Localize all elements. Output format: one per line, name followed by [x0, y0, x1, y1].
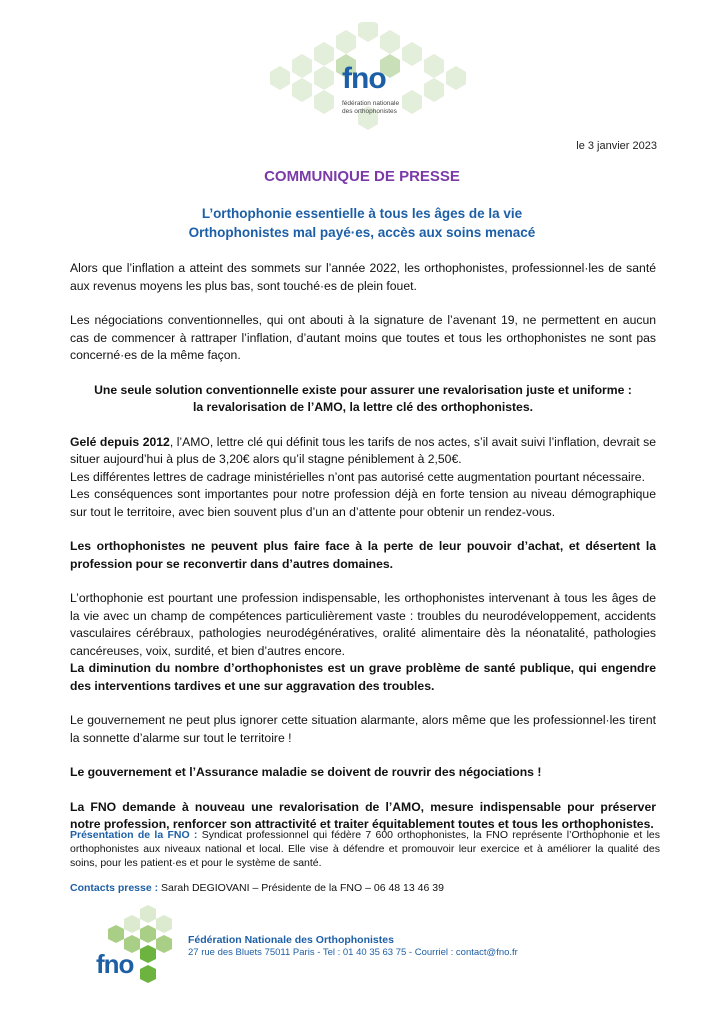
indispensable-text: L’orthophonie est pourtant une profession indispensable, les orthophonistes intervenant à tous les âges de la vie avec un champ de compétences particulièrement vaste : troubles du neurodéveloppement, accidents vasculaires cérébraux, pathologies neurodégénératives, oralité alimentaire dès la néonatalité, pathologies cancéreuses, voix, surdité, et bien d’autres encore.: [70, 591, 656, 658]
footer-logo-text: fno: [96, 949, 134, 979]
header-logo: [250, 22, 480, 132]
amo-line-3: Les conséquences sont importantes pour notre profession déjà en forte tension au niveau démographique sur tout le territoire, avec bien souvent plus d’un an d’attente pour obtenir un rendez-vous.: [70, 487, 656, 519]
amo-text: , l’AMO, lettre clé qui définit tous les tarifs de nos actes, s’il avait suivi l’inflation, devrait se situer aujourd’hui à plus de 3,20€ alors qu’il stagne péniblement à 2,50€.: [70, 434, 656, 466]
paragraph-government-alarm: Le gouvernement ne peut plus ignorer cette situation alarmante, alors même que les professionnel·les tirent la sonnette d’alarme sur tout le territoire !: [70, 713, 656, 745]
solution-line-2: la revalorisation de l’AMO, la lettre clé des orthophonistes.: [193, 400, 533, 414]
footer-address: 27 rue des Bluets 75011 Paris - Tel : 01 40 35 63 75 - Courriel : contact@fno.fr: [188, 947, 518, 958]
logo-tagline-line-2: des orthophonistes: [342, 108, 397, 115]
subtitle-line-1: L’orthophonie essentielle à tous les âges de la vie: [201, 206, 523, 221]
subtitle-block: [0, 204, 724, 242]
logo-tagline: [342, 100, 399, 116]
footer-organization-name: Fédération Nationale des Orthophonistes: [188, 934, 394, 946]
footer-logo: [90, 905, 180, 995]
fno-presentation: [70, 828, 660, 870]
contacts-label: Contacts presse :: [70, 882, 159, 894]
paragraph-amo: [70, 434, 656, 522]
presentation-label: Présentation de la FNO :: [70, 829, 198, 841]
amo-line-2: Les différentes lettres de cadrage ministérielles n’ont pas autorisé cette augmentation pourtant nécessaire.: [70, 469, 645, 484]
fno-logo-text: fno: [342, 62, 386, 95]
amo-frozen-label: Gelé depuis 2012: [70, 434, 170, 449]
paragraph-solution: [70, 382, 656, 417]
document-date: le 3 janvier 2023: [576, 140, 657, 152]
presentation-text: Syndicat professionnel qui fédère 7 600 orthophonistes, la FNO représente l’Orthophonie et les orthophonistes aux niveaux national et local. Elle vise à défendre et promouvoir leur exercice et à améliorer la qualité des soins, pour les patient·es et pour le système de santé.: [70, 829, 660, 869]
contacts-text: Sarah DEGIOVANI – Présidente de la FNO – 06 48 13 46 39: [158, 882, 444, 894]
logo-tagline-line-1: fédération nationale: [342, 100, 400, 107]
subtitle-line-2: Orthophonistes mal payé·es, accès aux soins menacé: [188, 225, 536, 240]
paragraph-negotiations: Les négociations conventionnelles, qui ont abouti à la signature de l’avenant 19, ne permettent en aucun cas de commencer à rattraper l’inflation, d’autant moins que toutes et tous les orthophonistes ne sont pas concerné·es de la même façon.: [70, 313, 656, 362]
body-content: [70, 260, 656, 834]
paragraph-reopen-negotiations: Le gouvernement et l’Assurance maladie se doivent de rouvrir des négociations !: [70, 765, 542, 779]
paragraph-indispensable: [70, 590, 656, 695]
solution-line-1: Une seule solution conventionnelle existe pour assurer une revalorisation juste et uniforme :: [94, 382, 632, 397]
paragraph-fno-demand: La FNO demande à nouveau une revalorisation de l’AMO, mesure indispensable pour préserver notre profession, renforcer son attractivité et traiter équitablement toutes et tous les orthophonistes.: [70, 799, 656, 831]
press-release-title: COMMUNIQUE DE PRESSE: [264, 168, 460, 185]
paragraph-purchasing-power: Les orthophonistes ne peuvent plus faire face à la perte de leur pouvoir d’achat, et désertent la profession pour se reconvertir dans d’autres domaines.: [70, 539, 656, 571]
press-contacts: [70, 882, 444, 894]
public-health-text: La diminution du nombre d’orthophonistes est un grave problème de santé publique, qui engendre des interventions tardives et une sur aggravation des troubles.: [70, 661, 656, 693]
paragraph-inflation: Alors que l’inflation a atteint des sommets sur l’année 2022, les orthophonistes, professionnel·les de santé aux revenus moyens les plus bas, sont touché·es de plein fouet.: [70, 261, 656, 293]
